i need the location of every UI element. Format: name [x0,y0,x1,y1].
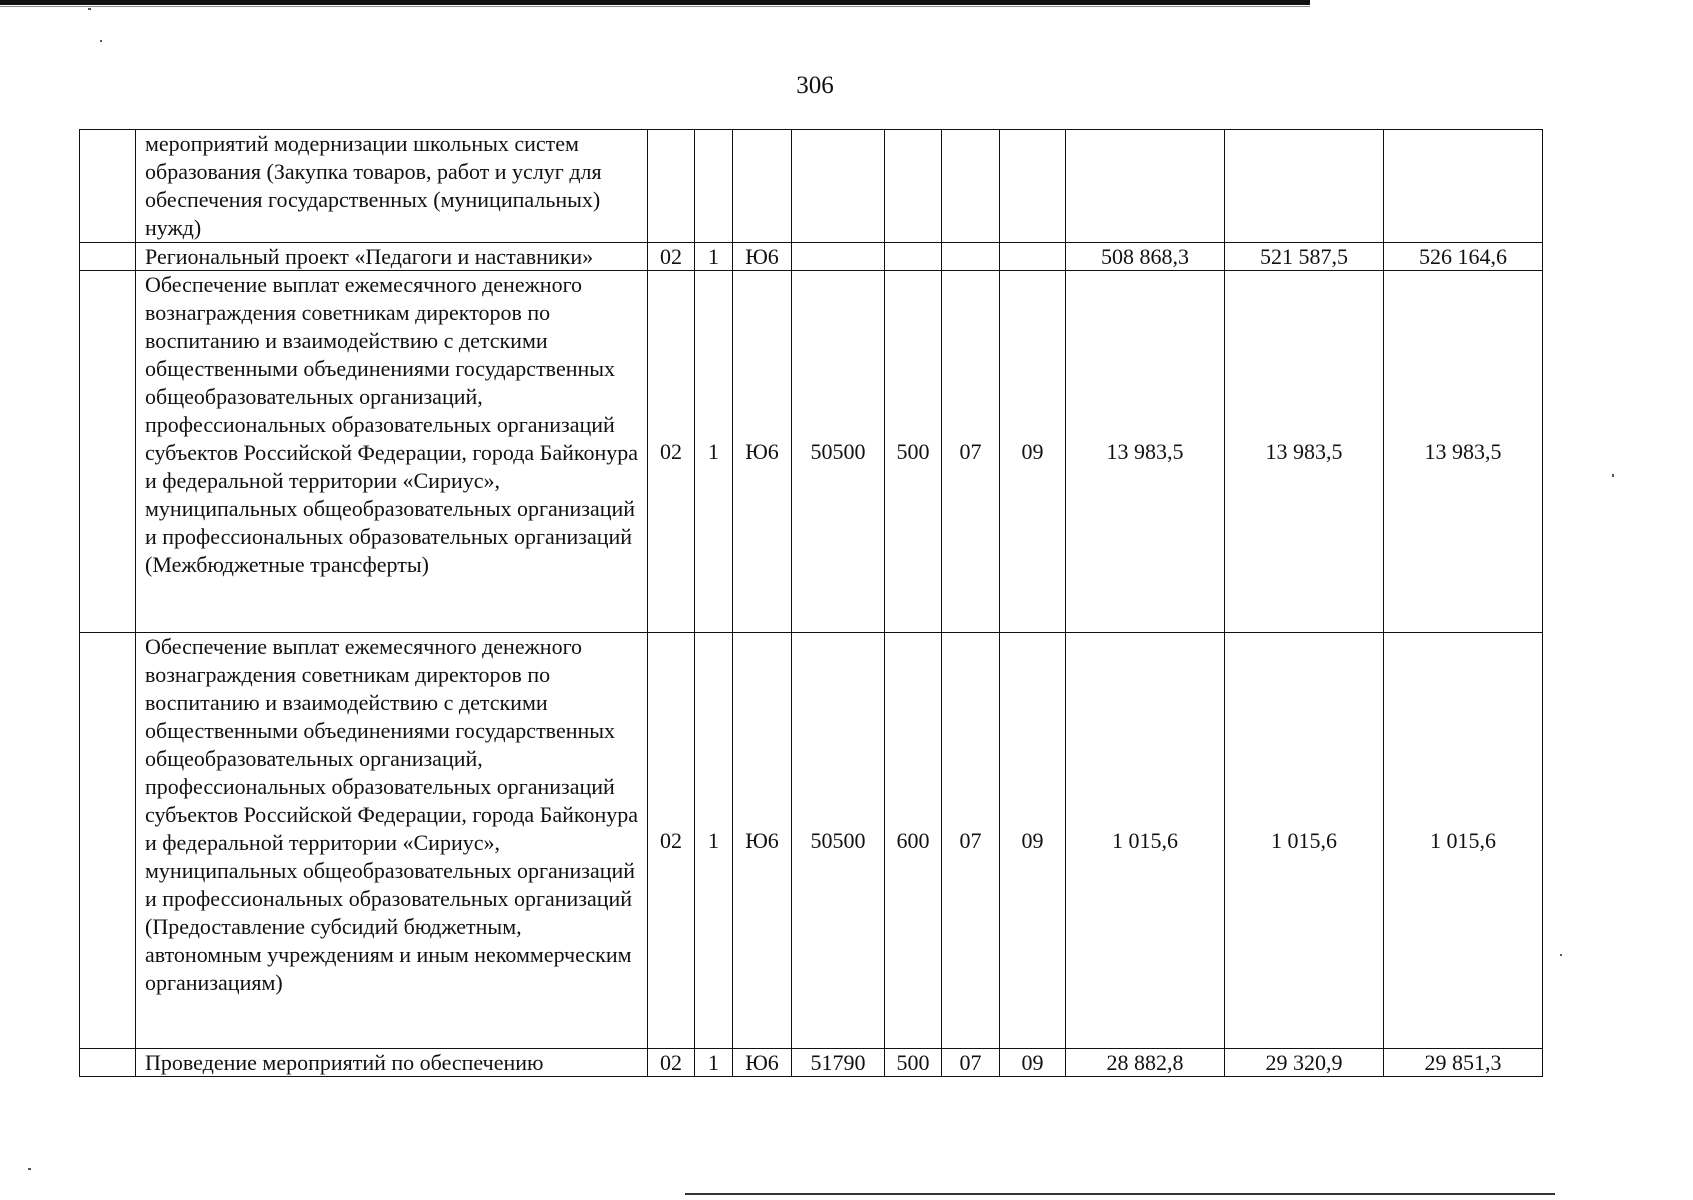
table-row [80,633,1543,1049]
scan-speck [100,40,102,42]
code-cell: 07 [942,271,1000,633]
amount-year2: 29 320,9 [1225,1049,1384,1077]
top-border-rule [0,0,1310,5]
code-cell: 09 [1000,633,1066,1049]
table-row [80,243,1543,271]
code-cell [1000,130,1066,243]
code-cell: 1 [695,633,733,1049]
row-description: Региональный проект «Педагоги и наставники» [136,243,648,271]
row-description: Обеспечение выплат ежемесячного денежного вознаграждения советникам директоров по воспитанию и взаимодействию с детскими общественными объединениями государственных общеобразовательных организаций, профессиональных образовательных организаций субъектов Российской Федерации, города Байконура и федеральной территории «Сириус», муниципальных общеобразовательных организаций и профессиональных образовательных организаций (Предоставление субсидий бюджетным, автономным учреждениям и иным некоммерческим организациям) [136,633,648,1049]
top-border-rule-thin [0,6,1310,7]
row-number-cell [80,1049,136,1077]
row-description: Обеспечение выплат ежемесячного денежного вознаграждения советникам директоров по воспитанию и взаимодействию с детскими общественными объединениями государственных общеобразовательных организаций, профессиональных образовательных организаций субъектов Российской Федерации, города Байконура и федеральной территории «Сириус», муниципальных общеобразовательных организаций и профессиональных образовательных организаций (Межбюджетные трансферты) [136,271,648,633]
row-number-cell [80,243,136,271]
amount-year3 [1384,130,1543,243]
code-cell: 07 [942,633,1000,1049]
code-cell: Ю6 [733,1049,792,1077]
row-number-cell [80,130,136,243]
amount-year2 [1225,130,1384,243]
budget-table [79,129,1543,1077]
table-row [80,1049,1543,1077]
code-cell [733,130,792,243]
amount-year1: 1 015,6 [1066,633,1225,1049]
amount-year3: 526 164,6 [1384,243,1543,271]
code-cell [942,130,1000,243]
row-number-cell [80,271,136,633]
code-cell: 50500 [792,271,885,633]
code-cell: 600 [885,633,942,1049]
amount-year3: 29 851,3 [1384,1049,1543,1077]
code-cell: 02 [648,271,695,633]
page-number: 306 [796,72,834,99]
amount-year2: 1 015,6 [1225,633,1384,1049]
code-cell [792,130,885,243]
amount-year3: 13 983,5 [1384,271,1543,633]
code-cell [885,243,942,271]
code-cell: Ю6 [733,243,792,271]
code-cell: Ю6 [733,271,792,633]
amount-year1 [1066,130,1225,243]
code-cell: 1 [695,243,733,271]
code-cell: 02 [648,1049,695,1077]
code-cell: 1 [695,271,733,633]
amount-year1: 28 882,8 [1066,1049,1225,1077]
code-cell: 51790 [792,1049,885,1077]
code-cell: Ю6 [733,633,792,1049]
amount-year1: 13 983,5 [1066,271,1225,633]
code-cell: 50500 [792,633,885,1049]
code-cell: 07 [942,1049,1000,1077]
row-number-cell [80,633,136,1049]
amount-year3: 1 015,6 [1384,633,1543,1049]
code-cell [885,130,942,243]
code-cell: 09 [1000,1049,1066,1077]
code-cell: 09 [1000,271,1066,633]
row-description: Проведение мероприятий по обеспечению [136,1049,648,1077]
code-cell: 500 [885,271,942,633]
code-cell [792,243,885,271]
scan-speck [1560,954,1562,956]
code-cell: 02 [648,633,695,1049]
row-description: мероприятий модернизации школьных систем образования (Закупка товаров, работ и услуг для обеспечения государственных (муниципальных) нужд) [136,130,648,243]
amount-year2: 521 587,5 [1225,243,1384,271]
amount-year2: 13 983,5 [1225,271,1384,633]
table-row [80,271,1543,633]
code-cell: 1 [695,1049,733,1077]
scan-speck [28,1168,31,1170]
code-cell [1000,243,1066,271]
amount-year1: 508 868,3 [1066,243,1225,271]
scan-speck [88,8,91,10]
bottom-border-rule [685,1193,1555,1195]
scan-speck [1612,474,1614,477]
table-row [80,130,1543,243]
code-cell: 02 [648,243,695,271]
code-cell: 500 [885,1049,942,1077]
code-cell [942,243,1000,271]
code-cell [648,130,695,243]
code-cell [695,130,733,243]
